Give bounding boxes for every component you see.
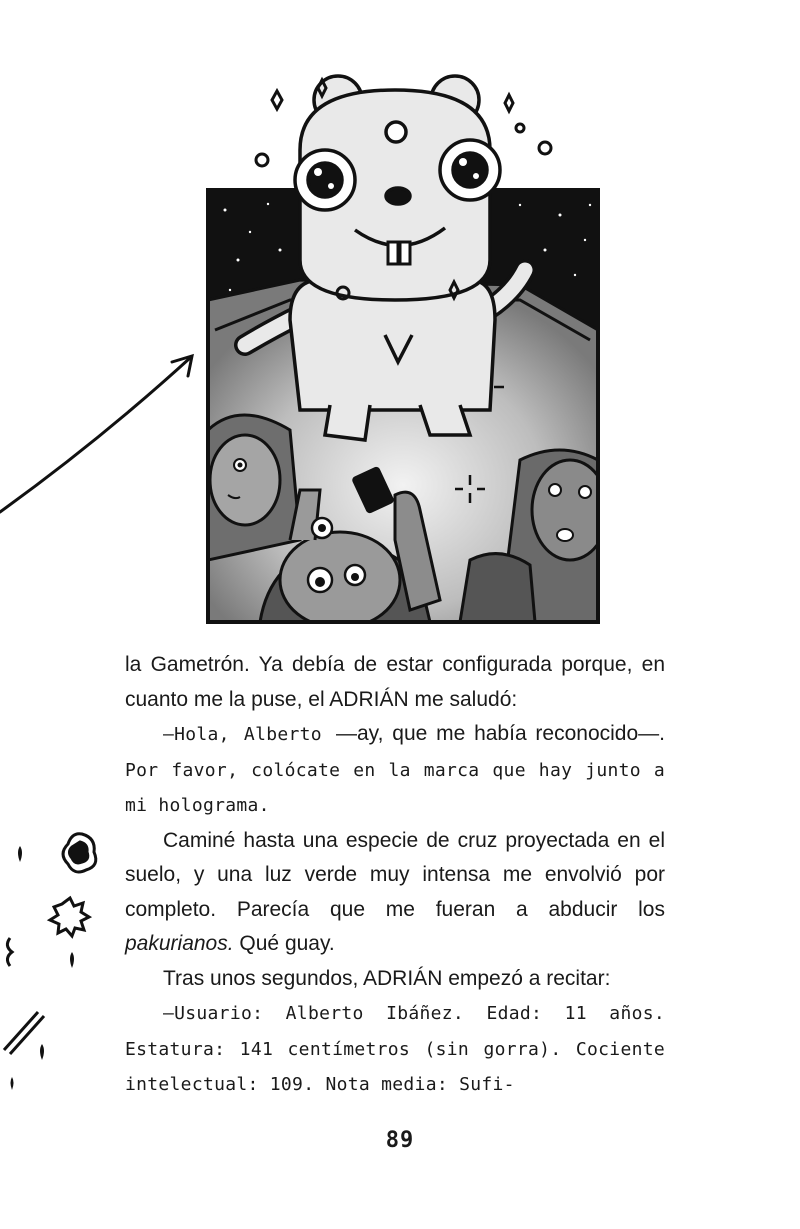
italic-text: pakurianos. [125,932,234,955]
body-text [125,648,665,1103]
narration-text: Tras unos segundos, ADRIÁN empezó a recitar: [163,966,611,990]
page-number: 89 [385,1128,415,1153]
device-speech-text: Por favor, colócate en la marca que hay junto a mi holograma. [125,759,665,816]
narration-text: Qué guay. [233,932,335,955]
paragraph [125,717,665,824]
paragraph [125,962,665,997]
narration-text: la Gametrón. Ya debía de estar configurada porque, en cuanto me la puse, el ADRIÁN me saludó: [125,653,665,711]
device-speech-text: —Usuario: Alberto Ibáñez. Edad: 11 años. Estatura: 141 centímetros (sin gorra). Cociente intelectual: 109. Nota media: Sufi- [125,1003,665,1095]
paragraph [125,824,665,962]
drop-shape [18,846,22,862]
narration-text: —ay, que me había reconocido—. [336,722,665,745]
paragraph [125,648,665,717]
device-speech-text: —Hola, Alberto [163,724,336,745]
narration-text: Caminé hasta una especie de cruz proyectada en el suelo, y una luz verde muy intensa me envolvió por completo. Parecía que me fueran a abducir los [125,828,665,921]
margin-doodles [0,820,110,1110]
arrow-doodle [0,356,192,512]
paragraph [125,996,665,1103]
crowd-person-left [208,415,300,560]
